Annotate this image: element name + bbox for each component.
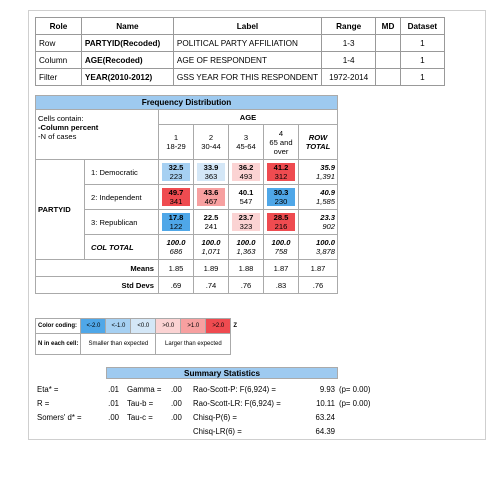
row-total-count: 902 [322,222,335,231]
col-code: 2 [208,133,214,142]
stddev-value: .76 [299,277,338,294]
column-variable-label: AGE [159,110,338,125]
col-total-percent: 100.0 [271,238,291,247]
col-total-percent: 100.0 [236,238,256,247]
smaller-than-expected: Smaller than expected [81,334,156,355]
means-label: Means [36,260,159,277]
col-total-cell [159,235,194,260]
stat-label: Rao-Scott-P: F(6,924) = [193,384,276,394]
legend-swatch: >2.0 [206,319,231,334]
table-cell [194,185,229,210]
summary-row [35,396,372,410]
col-code: 4 [278,128,284,138]
stat-pvalue [337,424,372,438]
col-header-range: Range [322,18,376,35]
col-header-2 [194,125,229,160]
role-cell: Row [36,35,82,52]
row-total-count: 1,391 [315,172,335,181]
stat-value [169,424,187,438]
stat-value [97,424,121,438]
stat-value: 63.24 [315,412,335,422]
summary-table [35,382,372,438]
col-total-percent: 100.0 [166,238,186,247]
row-total-percent: 35.9 [320,163,335,172]
col-label: 30-44 [201,142,221,151]
col-total-count: 758 [274,247,288,256]
table-cell [159,185,194,210]
stat-value: 9.93 [319,384,335,394]
role-cell: Filter [36,69,82,86]
col-total-cell [194,235,229,260]
table-cell [264,185,299,210]
means-value: 1.89 [194,260,229,277]
stat-label: R = [37,398,50,408]
cell-count: 363 [204,172,218,181]
row-total-header: ROW TOTAL [299,125,338,160]
col-label: 45-64 [236,142,256,151]
cell-count: 241 [204,222,218,231]
stat-label: Tau-c = [127,412,153,422]
col-header-name: Name [81,18,173,35]
stddev-value: .69 [159,277,194,294]
cell-percent: 36.2 [238,163,254,172]
color-coding-label: Color coding: [36,319,81,334]
col-total-percent: 100.0 [201,238,221,247]
col-total-cell [229,235,264,260]
dataset-cell: 1 [400,69,444,86]
stat-label: Chisq-P(6) = [193,412,237,422]
summary-row [35,410,372,424]
legend-swatch: <-2.0 [81,319,106,334]
z-label: Z [233,323,238,329]
stat-value: 10.11 [316,398,335,408]
stat-label [35,424,97,438]
legend-swatch: <-1.0 [106,319,131,334]
cells-contain-label: Cells contain: [38,114,84,123]
cell-percent: 43.6 [203,188,219,197]
label-cell: GSS YEAR FOR THIS RESPONDENT [173,69,321,86]
row-total-cell [299,185,338,210]
stat-pvalue [337,410,372,424]
range-cell: 1-3 [322,35,376,52]
name-cell: YEAR(2010-2012) [81,69,173,86]
table-cell [194,210,229,235]
row-total-cell [299,160,338,185]
cell-percent: 32.5 [168,163,184,172]
col-header-dataset: Dataset [400,18,444,35]
cell-count: 493 [239,172,253,181]
table-cell [194,160,229,185]
name-cell: PARTYID(Recoded) [81,35,173,52]
col-header-role: Role [36,18,82,35]
table-cell [159,210,194,235]
legend-swatch: >0.0 [156,319,181,334]
cell-percent: 40.1 [238,188,254,197]
cell-count: 312 [274,172,288,181]
stat-label: Rao-Scott-LR: F(6,924) = [193,398,281,408]
means-value: 1.87 [264,260,299,277]
col-header-3 [229,125,264,160]
means-value: 1.85 [159,260,194,277]
stat-value: .00 [171,398,182,408]
row-total-count: 1,585 [315,197,335,206]
table-cell [229,210,264,235]
variable-row-column [36,52,445,69]
cell-percent: 22.5 [203,213,219,222]
cell-count: 216 [274,222,288,231]
n-cases-label: -N of cases [38,132,77,141]
range-cell: 1972-2014 [322,69,376,86]
col-code: 3 [243,133,249,142]
cell-count: 223 [169,172,183,181]
cell-percent: 33.9 [203,163,219,172]
cell-count: 122 [169,222,183,231]
cell-percent: 23.7 [238,213,254,222]
summary-row [35,424,372,438]
col-header-4 [264,125,299,160]
cell-count: 323 [239,222,253,231]
stat-value: .00 [171,384,182,394]
cell-count: 547 [239,197,253,206]
stat-label: Tau-b = [127,398,154,408]
stat-pvalue: (p= 0.00) [339,384,371,394]
stat-label: Eta* = [37,384,59,394]
stddev-value: .74 [194,277,229,294]
col-total-count: 1,363 [236,247,256,256]
color-legend [35,318,240,355]
md-cell [376,52,401,69]
md-cell [376,69,401,86]
variables-header-row [36,18,445,35]
cell-count: 341 [169,197,183,206]
col-header-md: MD [376,18,401,35]
col-total-cell [264,235,299,260]
row-total-percent: 40.9 [320,188,335,197]
cell-count: 467 [204,197,218,206]
grand-total-cell [299,235,338,260]
md-cell [376,35,401,52]
stat-label [121,424,169,438]
row-variable-label: PARTYID [36,160,85,260]
row-total-cell [299,210,338,235]
row-total-percent: 23.3 [320,213,335,222]
stat-label: Somers' d* = [37,412,82,422]
cells-contain-note [36,110,159,160]
cell-percent: 49.7 [168,188,184,197]
variables-table [35,17,445,86]
col-code: 1 [173,133,179,142]
legend-swatch: >1.0 [181,319,206,334]
row-label-democratic: 1: Democratic [85,160,159,185]
stddevs-label: Std Devs [36,277,159,294]
stat-value: .01 [108,398,119,408]
stddev-value: .83 [264,277,299,294]
stat-label: Gamma = [127,384,162,394]
table-cell [159,160,194,185]
table-cell [264,210,299,235]
cell-percent: 28.5 [273,213,289,222]
column-percent-label: -Column percent [38,123,99,132]
col-header-1 [159,125,194,160]
larger-than-expected: Larger than expected [156,334,231,355]
frequency-table [35,95,338,294]
table-cell [229,160,264,185]
dataset-cell: 1 [400,35,444,52]
label-cell: POLITICAL PARTY AFFILIATION [173,35,321,52]
row-label-independent: 2: Independent [85,185,159,210]
grand-total-percent: 100.0 [315,238,335,247]
stat-value: 64.39 [315,426,335,436]
range-cell: 1-4 [322,52,376,69]
col-total-label: COL TOTAL [85,235,159,260]
n-each-cell-label: N in each cell: [36,334,81,355]
col-label: 18-29 [166,142,186,151]
freq-title: Frequency Distribution [36,96,338,110]
means-value: 1.88 [229,260,264,277]
stat-pvalue: (p= 0.00) [339,398,371,408]
variable-row-row [36,35,445,52]
cell-percent: 41.2 [273,163,289,172]
cell-count: 230 [274,197,288,206]
label-cell: AGE OF RESPONDENT [173,52,321,69]
role-cell: Column [36,52,82,69]
col-total-count: 1,071 [201,247,221,256]
stat-value: .00 [171,412,182,422]
col-total-count: 686 [169,247,183,256]
col-label: 65 and over [269,137,293,156]
table-cell [264,160,299,185]
means-value: 1.87 [299,260,338,277]
cell-percent: 17.8 [168,213,184,222]
table-cell [229,185,264,210]
name-cell: AGE(Recoded) [81,52,173,69]
grand-total-count: 3,878 [315,247,335,256]
dataset-cell: 1 [400,52,444,69]
stat-value: .00 [108,412,119,422]
stat-label: Chisq-LR(6) = [193,426,242,436]
summary-row [35,382,372,396]
row-label-republican: 3: Republican [85,210,159,235]
stat-value: .01 [108,384,119,394]
summary-title: Summary Statistics [106,367,338,379]
col-header-label: Label [173,18,321,35]
variable-row-filter [36,69,445,86]
legend-swatch: <0.0 [131,319,156,334]
stddev-value: .76 [229,277,264,294]
cell-percent: 30.3 [273,188,289,197]
